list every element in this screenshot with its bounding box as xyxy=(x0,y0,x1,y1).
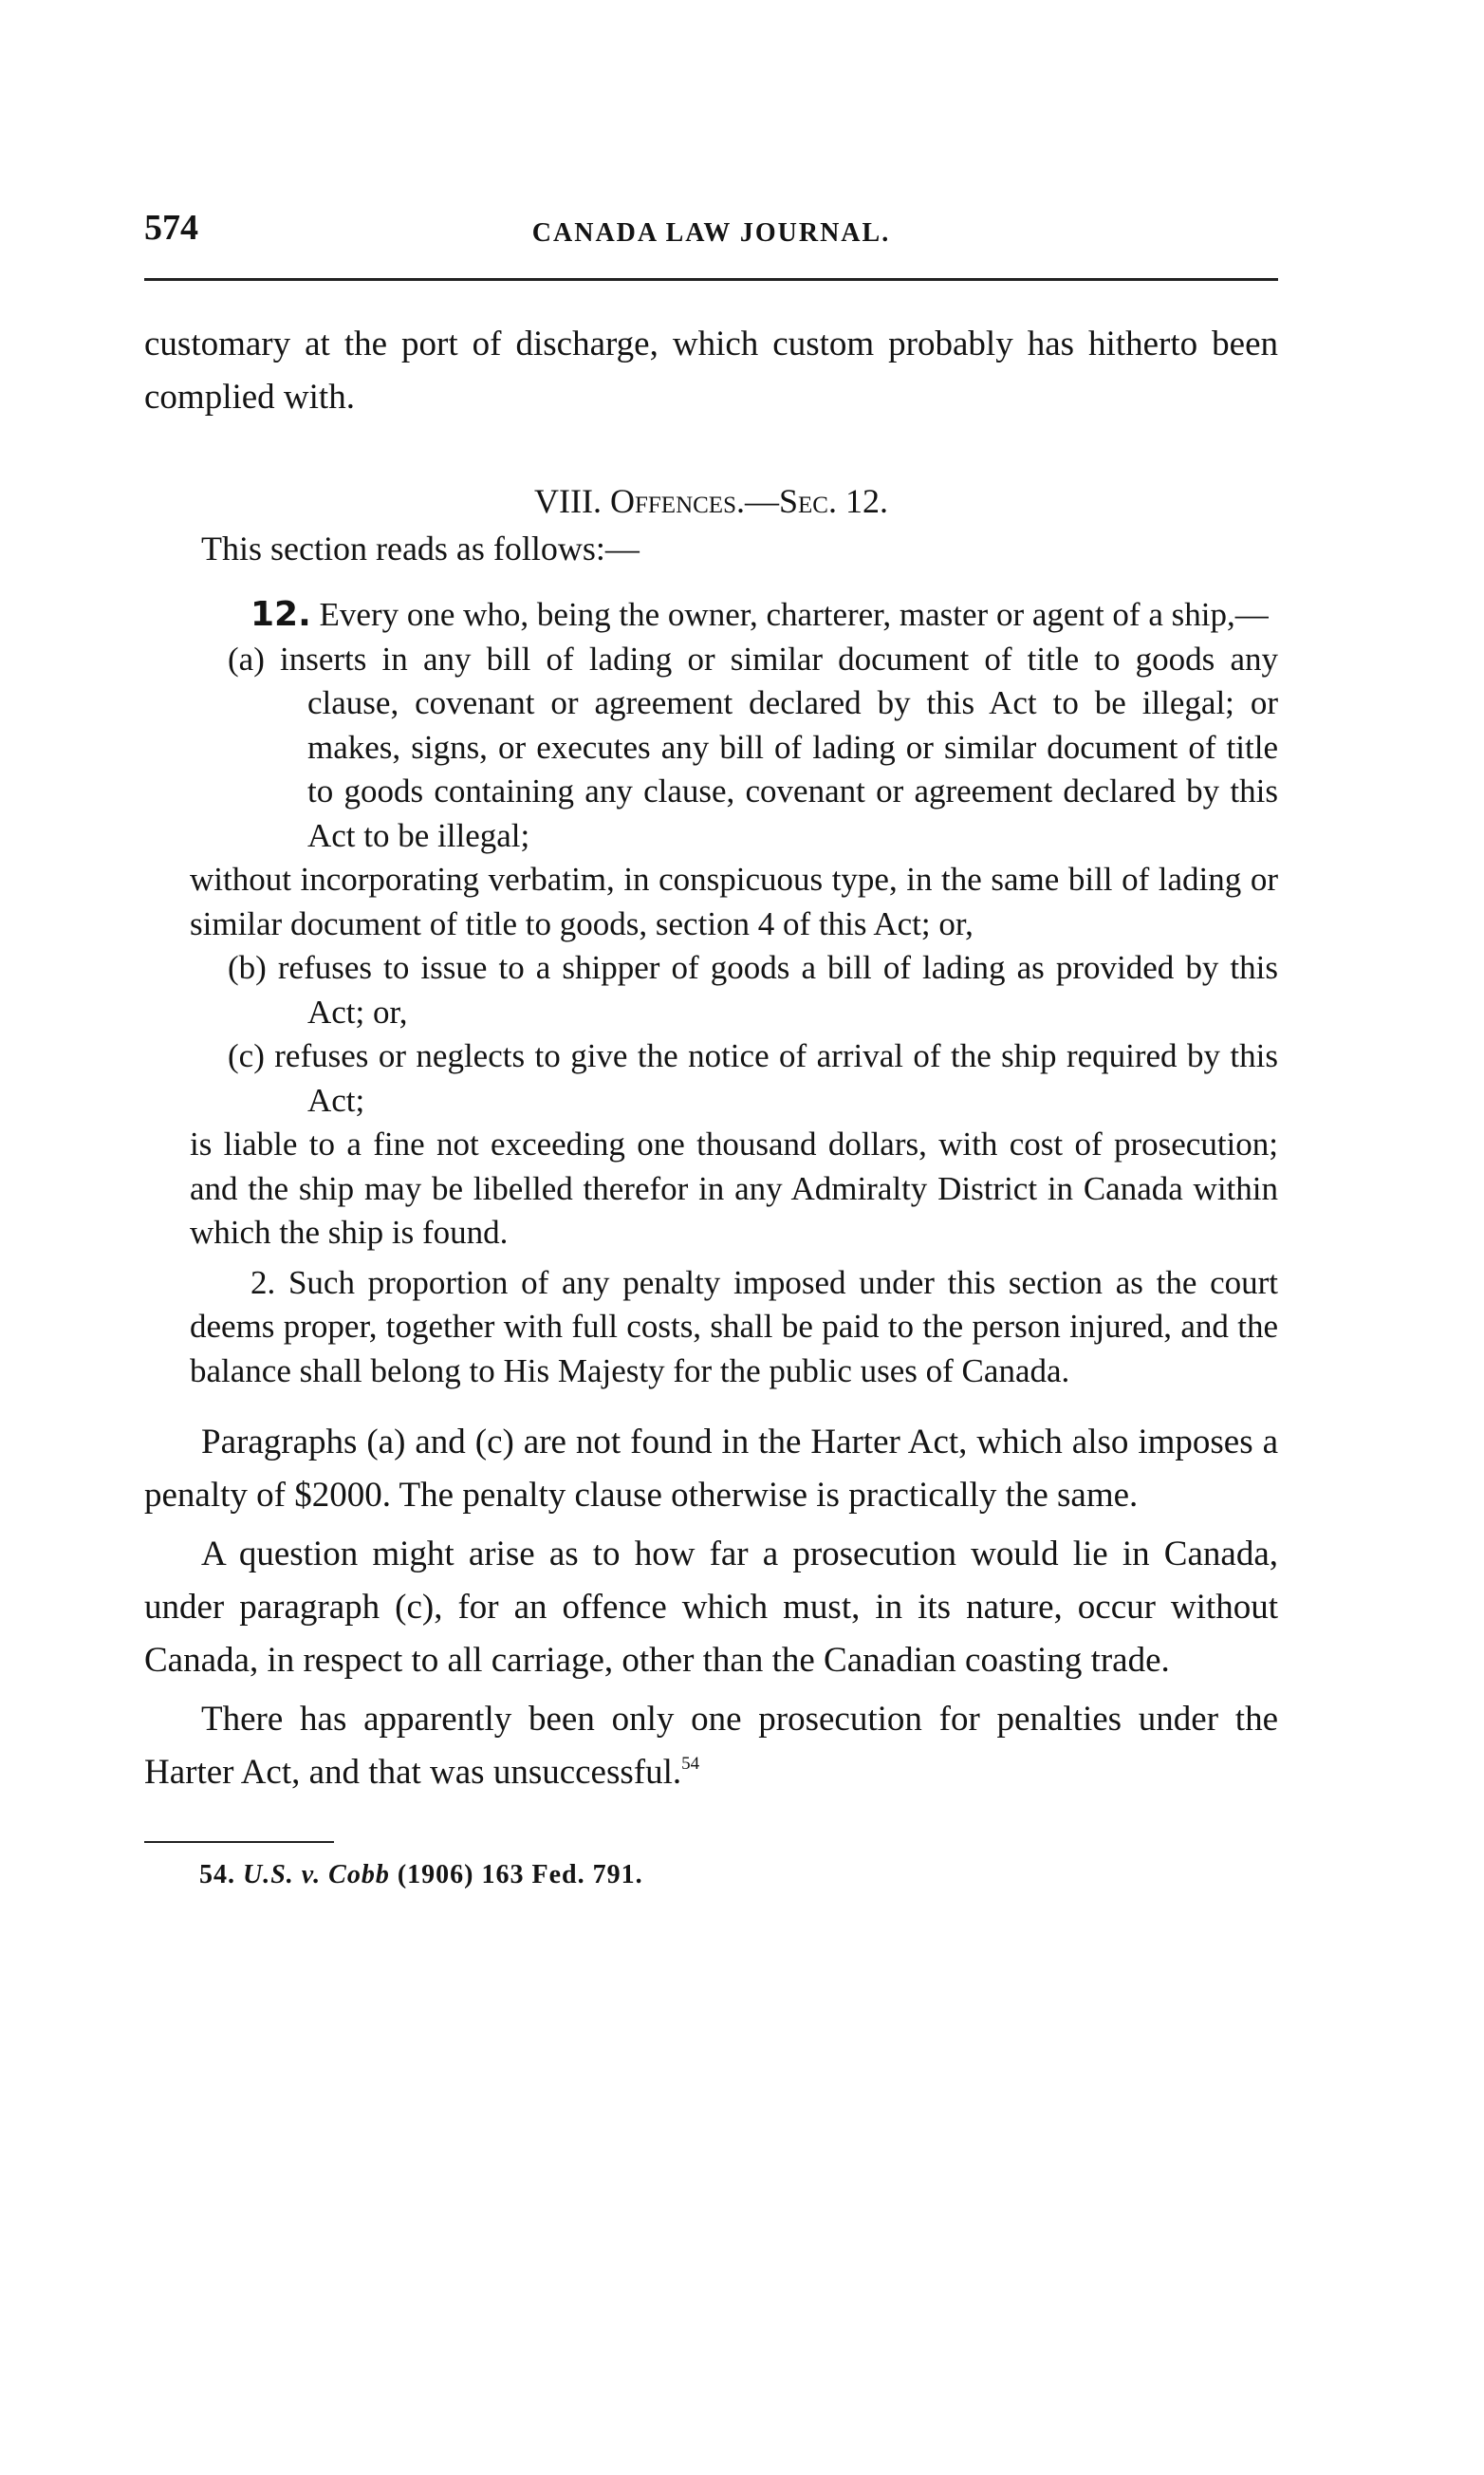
paragraph-question: A question might arise as to how far a prosecution would lie in Canada, under paragraph (c), for an offence which must, in its nature, occur without Canada, in respect to all carriage, other than the Canadian coasting trade. xyxy=(144,1535,1278,1680)
header-rule xyxy=(144,278,1278,281)
clause-b: (b) refuses to issue to a shipper of goods a bill of lading as provided by this Act; or, xyxy=(228,949,1278,1031)
footnote xyxy=(144,1860,1278,1890)
footnote-reference: 54 xyxy=(681,1754,700,1774)
footnote-rule xyxy=(144,1841,334,1843)
page-body xyxy=(144,318,1278,1890)
page-number: 574 xyxy=(144,208,198,248)
footnote-number: 54. xyxy=(199,1860,235,1889)
subsection-2: 2. Such proportion of any penalty imposed under this section as the court deems proper, together with full costs, shall be paid to the person injured, and the balance shall belong to His Majesty for the public uses of Canada. xyxy=(190,1263,1278,1389)
paragraph-prosecution xyxy=(144,1693,1278,1799)
liable-clause: is liable to a fine not exceeding one thousand dollars, with cost of prosecution; and the ship may be libelled therefor in any Admiralty District in Canada within which the ship is found. xyxy=(190,1126,1278,1251)
intro-line: This section reads as follows:— xyxy=(201,530,640,568)
heading-offences: Offences. xyxy=(610,482,745,520)
footnote-case: U.S. v. Cobb xyxy=(243,1860,390,1889)
heading-numeral: VIII. xyxy=(534,482,602,520)
section-heading xyxy=(144,477,1278,525)
paragraph-harter-comparison: Paragraphs (a) and (c) are not found in the Harter Act, which also imposes a penalty of $2000. The penalty clause otherwise is practically the same. xyxy=(144,1423,1278,1515)
running-head xyxy=(144,207,1278,264)
section-lead: Every one who, being the owner, charterer, master or agent of a ship,— xyxy=(319,596,1269,633)
section-number: 12. xyxy=(250,595,311,634)
heading-sec: —Sec. 12. xyxy=(744,482,888,520)
page xyxy=(144,0,1278,2475)
statute-quote xyxy=(190,593,1278,1393)
journal-title: CANADA LAW JOURNAL. xyxy=(531,218,891,248)
opening-paragraph: customary at the port of discharge, which custom probably has hitherto been complied with. xyxy=(144,325,1278,417)
clause-c: (c) refuses or neglects to give the notice of arrival of the ship required by this Act; xyxy=(228,1037,1278,1119)
footnote-citation: (1906) 163 Fed. 791. xyxy=(397,1860,643,1889)
section-lead-paragraph xyxy=(190,593,1278,638)
without-clause: without incorporating verbatim, in conspicuous type, in the same bill of lading or similar document of title to goods, section 4 of this Act; or, xyxy=(190,861,1278,942)
paragraph-prosecution-text: There has apparently been only one prosecution for penalties under the Harter Act, and that was unsuccessful. xyxy=(144,1700,1278,1792)
clause-a: (a) inserts in any bill of lading or similar document of title to goods any clause, covenant or agreement declared by this Act to be illegal; or makes, signs, or executes any bill of lading or similar document of title to goods containing any clause, covenant or agreement declared by this Act to be illegal; xyxy=(228,640,1278,854)
